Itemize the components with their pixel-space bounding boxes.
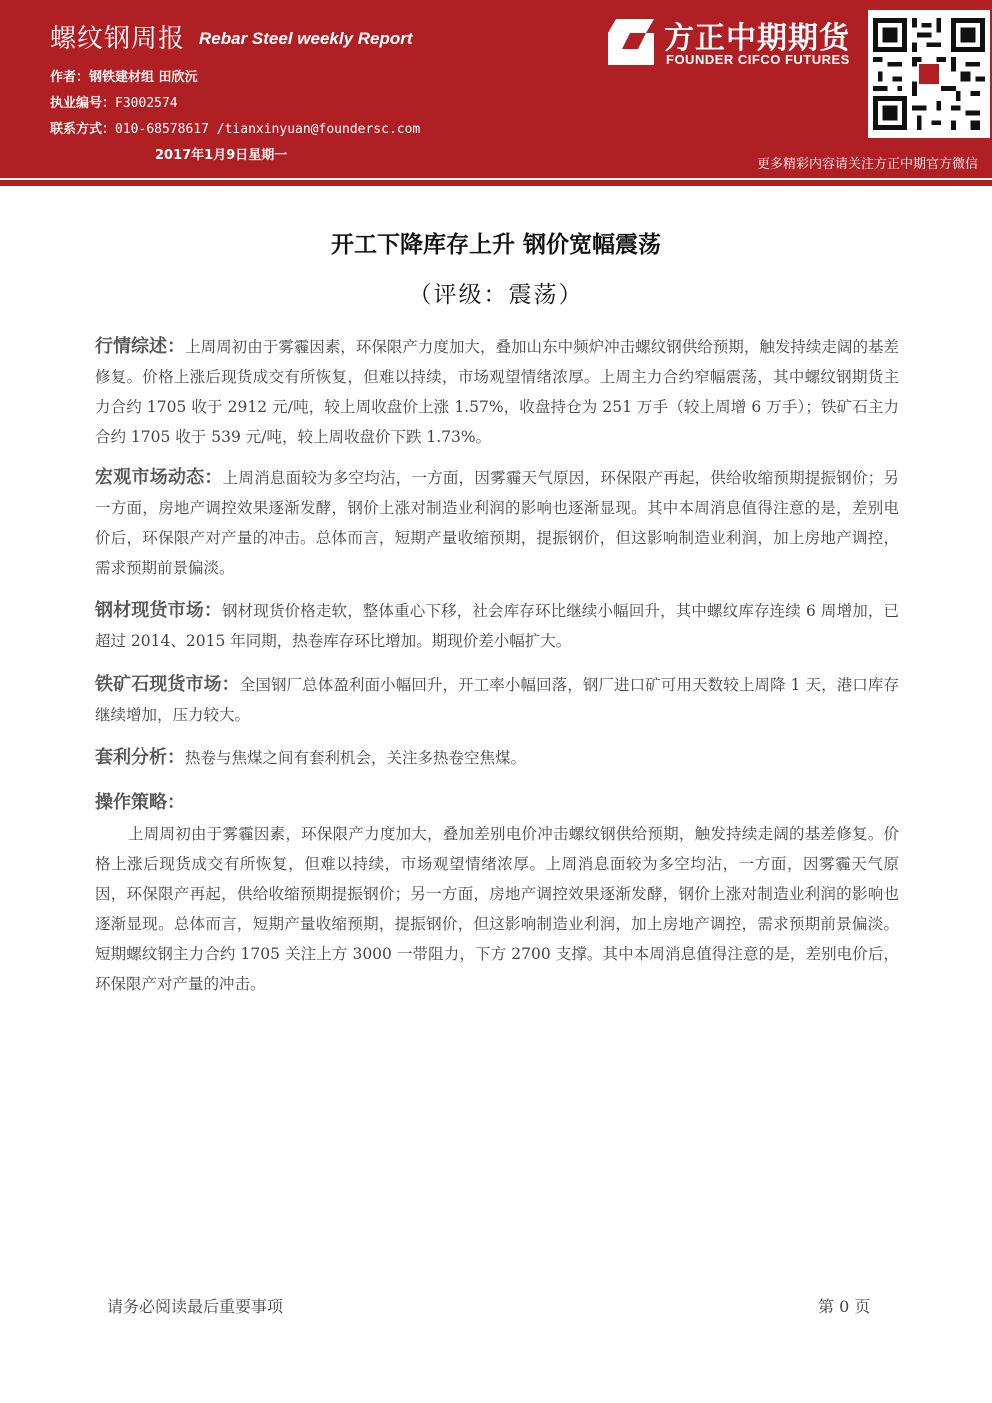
- report-subtitle: Rebar Steel weekly Report: [199, 29, 413, 48]
- contact-label: 联系方式：: [50, 122, 116, 137]
- rating-label: （评级：震荡）: [408, 282, 584, 308]
- section-text: 上周消息面较为多空均沾，一方面，因雾霾天气原因，环保限产再起，供给收缩预期提振钢价；另一方面，房地产调控效果逐渐发酵，钢价上涨对制造业利润的影响也逐渐显现。其中本周消息值得注意的是，差别电价后，环保限产对产量的冲击。总体而言，短期产量收缩预期，提振钢价，但这影响制造业利润，加上房地产调控，需求预期前景偏淡。: [95, 469, 899, 577]
- section-steel-spot: [95, 596, 899, 656]
- strategy-text: 上周周初由于雾霾因素，环保限产力度加大，叠加差别电价冲击螺纹钢供给预期，触发持续走阔的基差修复。价格上涨后现货成交有所恢复，但难以持续，市场观望情绪浓厚。上周消息面较为多空均沾，一方面，因雾霾天气原因，环保限产再起，供给收缩预期提振钢价；另一方面，房地产调控效果逐渐发酵，钢价上涨对制造业利润的影响也逐渐显现。总体而言，短期产量收缩预期，提振钢价，但这影响制造业利润，加上房地产调控，需求预期前景偏淡。短期螺纹钢主力合约 1705 关注上方 3000 一带阻力，下方 2700 支撑。其中本周消息值得注意的是，差别电价后，环保限产对产量的冲击。: [95, 825, 899, 993]
- report-date: 2017年1月9日星期一: [155, 148, 288, 163]
- report-header: [0, 0, 992, 172]
- section-heading: 行情综述：: [95, 336, 186, 357]
- section-heading: 宏观市场动态：: [95, 467, 223, 488]
- contact-line: [50, 118, 420, 137]
- license-value: F3002574: [115, 96, 178, 111]
- section-arbitrage: [95, 743, 899, 773]
- report-title: 螺纹钢周报: [50, 24, 186, 54]
- company-name-cn: 方正中期期货: [664, 21, 850, 56]
- section-text: 热卷与焦煤之间有套利机会，关注多热卷空焦煤。: [185, 749, 527, 767]
- qr-code-icon: [868, 10, 990, 138]
- section-heading: 套利分析：: [95, 747, 185, 768]
- document-title: 开工下降库存上升 钢价宽幅震荡: [330, 232, 661, 258]
- license-label: 执业编号：: [50, 96, 116, 111]
- section-text: 上周周初由于雾霾因素，环保限产力度加大，叠加山东中频炉冲击螺纹钢供给预期，触发持续走阔的基差修复。价格上涨后现货成交有所恢复，但难以持续，市场观望情绪浓厚。上周主力合约窄幅震荡，其中螺纹钢期货主力合约 1705 收于 2912 元/吨，较上周收盘价上涨 1.57%，收盘持仓为 251 万手（较上周增 6 万手）；铁矿石主力合约 1705 收于 539 元/吨，较上周收盘价下跌 1.73%。: [95, 338, 899, 446]
- page-number: 第 0 页: [818, 1297, 871, 1316]
- strategy-heading: 操作策略：: [95, 792, 185, 813]
- company-name-en: FOUNDER CIFCO FUTURES: [666, 52, 850, 67]
- section-text: 全国钢厂总体盈利面小幅回升，开工率小幅回落，钢厂进口矿可用天数较上周降 1 天，港口库存继续增加，压力较大。: [95, 676, 900, 724]
- author-line: [50, 66, 198, 85]
- section-heading: 铁矿石现货市场：: [95, 674, 240, 695]
- contact-value: 010-68578617 /tianxinyuan@foundersc.com: [115, 122, 421, 137]
- author-label: 作者：: [50, 70, 90, 85]
- header-divider-lower: [0, 180, 992, 186]
- wechat-note: 更多精彩内容请关注方正中期官方微信: [756, 157, 978, 172]
- section-iron-ore-spot: [95, 670, 899, 730]
- license-line: [50, 92, 178, 111]
- section-market-overview: [95, 332, 899, 452]
- section-macro: [95, 463, 899, 583]
- header-divider: [0, 172, 992, 178]
- section-text: 钢材现货价格走软，整体重心下移，社会库存环比继续小幅回升，其中螺纹库存连续 6 周增加，已超过 2014、2015 年同期，热卷库存环比增加。期现价差小幅扩大。: [95, 602, 900, 650]
- footer-notice: 请务必阅读最后重要事项: [107, 1297, 284, 1316]
- company-logo-icon: [608, 19, 654, 65]
- section-heading: 钢材现货市场：: [95, 600, 223, 621]
- author-value: 钢铁建材组 田欣沅: [89, 70, 198, 85]
